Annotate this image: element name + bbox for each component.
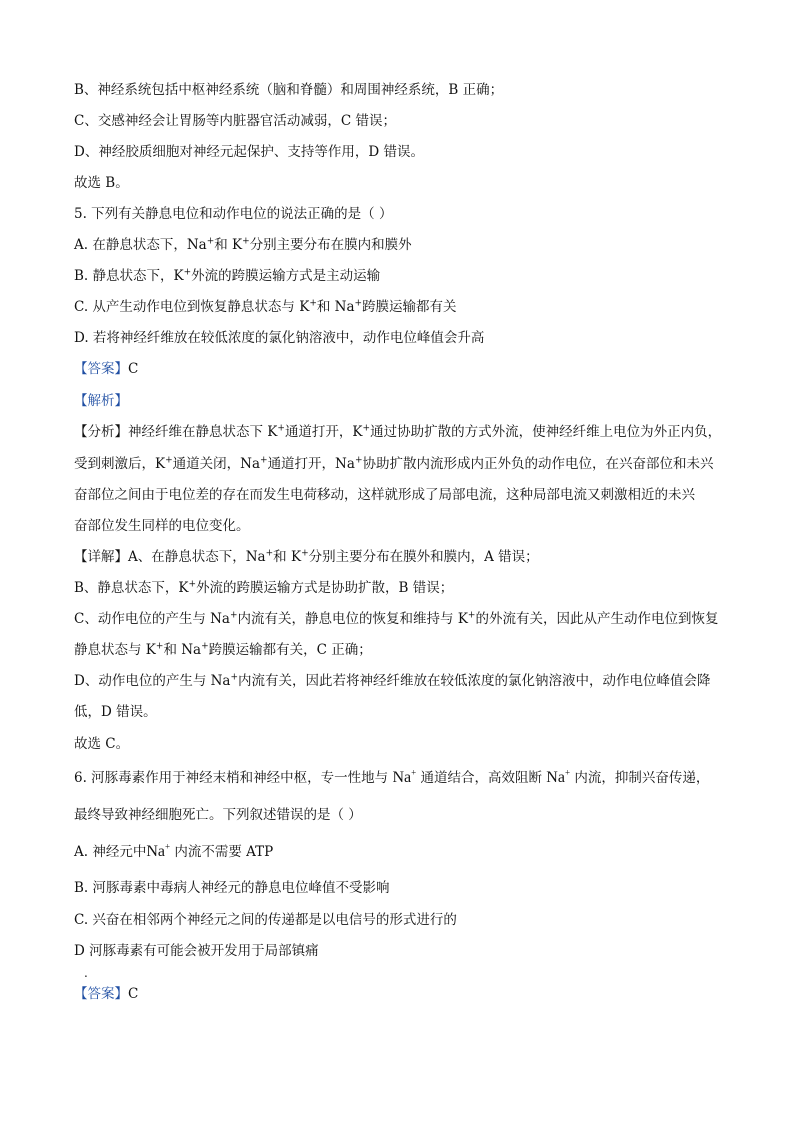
sodium-ion: Na+ bbox=[546, 767, 571, 786]
answer-line: 【答案】C bbox=[74, 361, 139, 377]
sodium-ion: Na+ bbox=[392, 767, 417, 786]
analysis-line: 受到刺激后，K+通道关闭，Na+通道打开，Na+协助扩散内流形成内正外负的动作电位，在兴奋部位和未兴 bbox=[74, 455, 714, 472]
question-5-stem: 5. 下列有关静息电位和动作电位的说法正确的是（ ） bbox=[74, 206, 393, 222]
answer-tag: 【答案】 bbox=[74, 361, 128, 377]
option-d: D 河豚毒素有可能会被开发用于局部镇痛 bbox=[74, 943, 319, 959]
option-a: A. 在静息状态下，Na+和 K+分别主要分布在膜内和膜外 bbox=[74, 236, 412, 253]
sodium-ion: Na+ bbox=[146, 841, 171, 860]
text-line: 故选 C。 bbox=[74, 736, 130, 752]
stray-dot: . bbox=[84, 966, 88, 980]
option-c: C. 兴奋在相邻两个神经元之间的传递都是以电信号的形式进行的 bbox=[74, 912, 457, 928]
option-c: C. 从产生动作电位到恢复静息状态与 K+和 Na+跨膜运输都有关 bbox=[74, 298, 457, 315]
analysis-line: 奋部位发生同样的电位变化。 bbox=[74, 518, 250, 534]
detail-line: 低，D 错误。 bbox=[74, 704, 157, 720]
detail-line: 【详解】A、在静息状态下，Na+和 K+分别主要分布在膜外和膜内，A 错误； bbox=[74, 548, 539, 565]
analysis-tag: 【解析】 bbox=[74, 393, 128, 409]
option-b: B. 静息状态下，K+外流的跨膜运输方式是主动运输 bbox=[74, 267, 381, 284]
text-line: B、神经系统包括中枢神经系统（脑和脊髓）和周围神经系统，B 正确； bbox=[74, 82, 504, 98]
detail-line: B、静息状态下，K+外流的跨膜运输方式是协助扩散，B 错误； bbox=[74, 579, 454, 596]
analysis-line: 奋部位之间由于电位差的存在而发生电荷移动，这样就形成了局部电流，这种局部电流又刺激相近的未兴 bbox=[74, 487, 695, 503]
analysis-heading bbox=[74, 391, 754, 411]
option-b: B. 河豚毒素中毒病人神经元的静息电位峰值不受影响 bbox=[74, 880, 390, 896]
text-line: C、交感神经会让胃肠等内脏器官活动减弱，C 错误； bbox=[74, 113, 396, 129]
answer-tag: 【答案】 bbox=[74, 986, 128, 1002]
question-6-stem: 6. 河豚毒素作用于神经末梢和神经中枢，专一性地与 Na+ 通道结合，高效阻断 Na+ 内流，抑制兴奋传递， bbox=[74, 767, 710, 786]
detail-line: 静息状态与 K+和 Na+跨膜运输都有关，C 正确； bbox=[74, 641, 372, 658]
option-d: D. 若将神经纤维放在较低浓度的氯化钠溶液中，动作电位峰值会升高 bbox=[74, 330, 485, 346]
analysis-line: 【分析】神经纤维在静息状态下 K+通道打开，K+通过协助扩散的方式外流，使神经纤维上电位为外正内负， bbox=[74, 423, 722, 440]
detail-line: C、动作电位的产生与 Na+内流有关，静息电位的恢复和维持与 K+的外流有关，因此从产生动作电位到恢复 bbox=[74, 610, 719, 627]
text-line: D、神经胶质细胞对神经元起保护、支持等作用，D 错误。 bbox=[74, 144, 424, 160]
text-line: 故选 B。 bbox=[74, 175, 129, 191]
option-a: A. 神经元中Na+ 内流不需要 ATP bbox=[74, 841, 274, 860]
answer-line: 【答案】C bbox=[74, 986, 139, 1002]
detail-line: D、动作电位的产生与 Na+内流有关，因此若将神经纤维放在较低浓度的氯化钠溶液中，动作电位峰值会降 bbox=[74, 672, 711, 689]
question-6-stem: 最终导致神经细胞死亡。下列叙述错误的是（ ） bbox=[74, 807, 362, 823]
